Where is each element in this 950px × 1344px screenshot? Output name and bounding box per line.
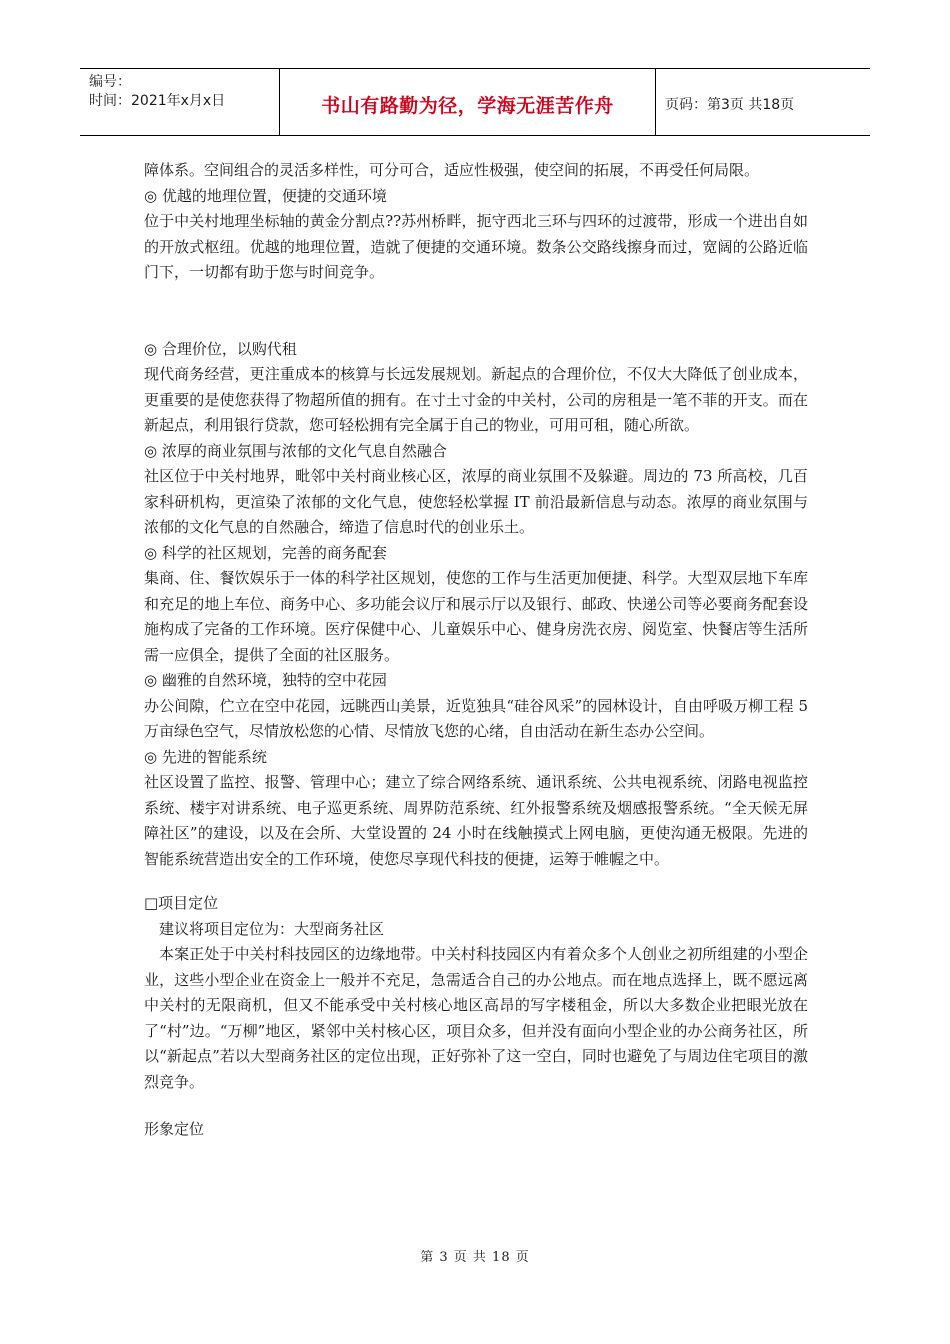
header-meta-cell xyxy=(80,69,280,135)
section-heading-smart: ◎ 先进的智能系统 xyxy=(144,747,267,766)
page-footer: 第 3 页 共 18 页 xyxy=(420,1250,530,1265)
spacer xyxy=(144,872,808,891)
paragraph: 集商、住、餐饮娱乐于一体的科学社区规划，使您的工作与生活更加便捷、科学。大型双层地下车库和充足的地上车位、商务中心、多功能会议厅和展示厅以及银行、邮政、快递公司等必要商务配套设施构成了完备的工作环境。医疗保健中心、儿童娱乐中心、健身房洗衣房、阅览室、快餐店等生活所需一应俱全，提供了全面的社区服务。 xyxy=(144,569,808,664)
spacer xyxy=(144,286,808,337)
date-label: 时间：2021年x月x日 xyxy=(89,93,226,109)
header-page-number: 页码：第3页 共18页 xyxy=(665,97,795,113)
section-heading-image: 形象定位 xyxy=(144,1120,205,1138)
section-heading-location: ◎ 优越的地理位置，便捷的交通环境 xyxy=(144,186,387,205)
paragraph: 位于中关村地理坐标轴的黄金分割点??苏州桥畔，扼守西北三环与四环的过渡带，形成一个进出自如的开放式枢纽。优越的地理位置，造就了便捷的交通环境。数条公交路线擦身而过，宽阔的公路近临门下，一切都有助于您与时间竞争。 xyxy=(144,212,808,281)
paragraph: 障体系。空间组合的灵活多样性，可分可合，适应性极强，使空间的拓展，不再受任何局限。 xyxy=(144,161,760,179)
paragraph: 建议将项目定位为：大型商务社区 xyxy=(159,919,385,938)
paragraph: 本案正处于中关村科技园区的边缘地带。中关村科技园区内有着众多个人创业之初所组建的小型企业，这些小型企业在资金上一般并不充足，急需适合自己的办公地点。而在地点选择上，既不愿远离中关村的无限商机，但又不能承受中关村核心地区高昂的写字楼租金，所以大多数企业把眼光放在了“村”边。“万柳”地区，紧邻中关村核心区，项目众多，但并没有面向小型企业的办公商务社区，所以“新起点”若以大型商务社区的定位出现，正好弥补了这一空白，同时也避免了与周边住宅项目的激烈竞争。 xyxy=(144,945,808,1091)
section-heading-garden: ◎ 幽雅的自然环境，独特的空中花园 xyxy=(144,671,387,689)
header-motto: 书山有路勤为径，学海无涯苦作舟 xyxy=(280,69,656,135)
section-heading-positioning: □项目定位 xyxy=(144,894,219,912)
page-header xyxy=(80,68,870,136)
spacer xyxy=(144,1095,808,1117)
doc-number-label: 编号： xyxy=(89,74,131,90)
section-heading-culture: ◎ 浓厚的商业氛围与浓郁的文化气息自然融合 xyxy=(144,441,447,460)
paragraph: 社区位于中关村地界，毗邻中关村商业核心区，浓厚的商业氛围不及躲避。周边的 73 所高校，几百家科研机构，更渲染了浓郁的文化气息，使您轻松掌握 IT 前沿最新信息与动态。浓厚的商业氛围与浓郁的文化气息的自然融合，缔造了信息时代的创业乐土。 xyxy=(144,467,808,536)
section-heading-price: ◎ 合理价位，以购代租 xyxy=(144,339,297,358)
document-body xyxy=(144,158,808,1143)
paragraph: 社区设置了监控、报警、管理中心；建立了综合网络系统、通讯系统、公共电视系统、闭路电视监控系统、楼宇对讲系统、电子巡更系统、周界防范系统、红外报警系统及烟感报警系统。“全天候无屏障社区”的建设，以及在会所、大堂设置的 24 小时在线触摸式上网电脑，更使沟通无极限。先进的智能系统营造出安全的工作环境，使您尽享现代科技的便捷，运筹于帷幄之中。 xyxy=(144,773,808,868)
paragraph: 现代商务经营，更注重成本的核算与长远发展规划。新起点的合理价位，不仅大大降低了创业成本，更重要的是使您获得了物超所值的拥有。在寸土寸金的中关村，公司的房租是一笔不菲的开支。而在新起点，利用银行贷款，您可轻松拥有完全属于自己的物业，可用可租，随心所欲。 xyxy=(144,365,808,434)
section-heading-planning: ◎ 科学的社区规划，完善的商务配套 xyxy=(144,543,387,562)
paragraph: 办公间隙，伫立在空中花园，远眺西山美景，近览独具“硅谷风采”的园林设计，自由呼吸万柳工程 5 万亩绿色空气，尽情放松您的心情、尽情放飞您的心绪，自由活动在新生态办公空间。 xyxy=(144,696,808,740)
